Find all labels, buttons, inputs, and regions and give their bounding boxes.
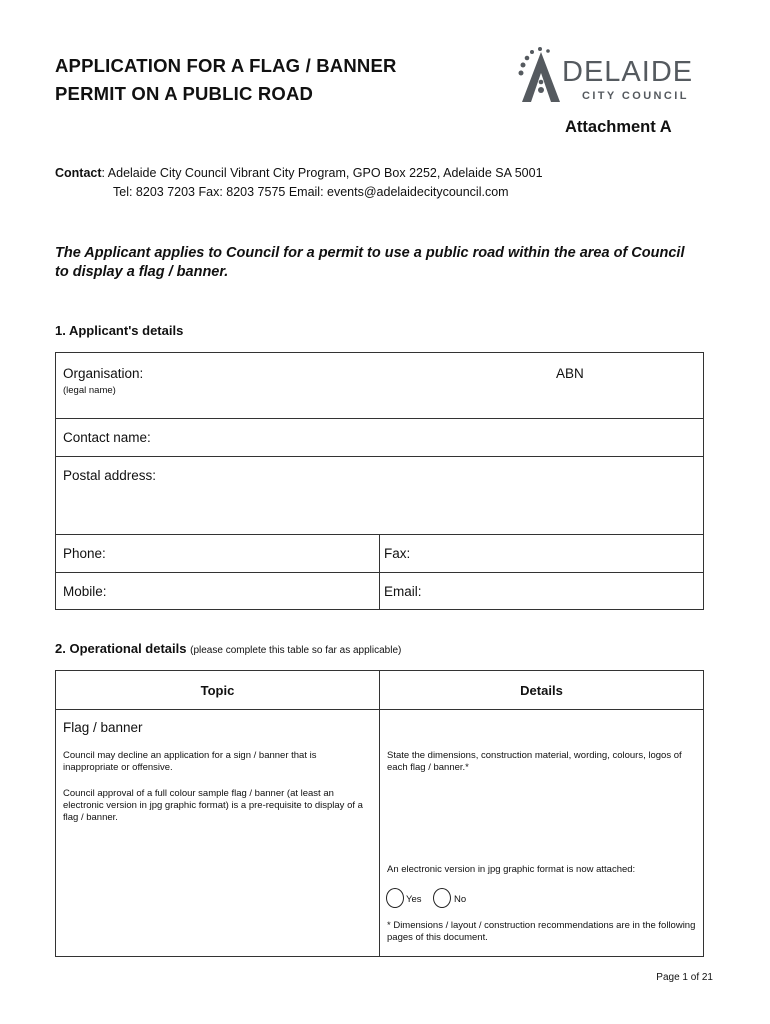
contact-label: Contact	[55, 166, 102, 180]
topic-header: Topic	[200, 683, 235, 698]
legal-name-label: (legal name)	[63, 385, 116, 396]
topic-paragraph-2: Council approval of a full colour sample flag / banner (at least an electronic version in jpg graphic format) is a pre-requisite to display of a flag / banner.	[63, 788, 363, 823]
topic-paragraph-1: Council may decline an application for a sign / banner that is inappropriate or offensive.	[63, 750, 317, 773]
contact-name-label: Contact name:	[63, 430, 151, 445]
contact-line-1: : Adelaide City Council Vibrant City Program, GPO Box 2252, Adelaide SA 5001	[101, 166, 543, 180]
email-field[interactable]	[380, 573, 703, 609]
operational-details-table	[55, 670, 704, 957]
no-radio[interactable]	[433, 888, 451, 908]
section-1-heading: 1. Applicant's details	[55, 323, 184, 338]
attachment-label: Attachment A	[565, 118, 672, 136]
postal-address-field[interactable]	[56, 457, 703, 534]
adelaide-city-council-logo	[518, 46, 713, 108]
mobile-label: Mobile:	[63, 584, 107, 599]
fax-field[interactable]	[380, 535, 703, 572]
applicant-details-table	[55, 352, 704, 610]
phone-field[interactable]	[56, 535, 379, 572]
section-2-title: 2. Operational details	[55, 641, 187, 656]
page-number: Page 1 of 21	[656, 972, 713, 983]
yes-label: Yes	[406, 894, 422, 905]
details-paragraph-2: An electronic version in jpg graphic format is now attached:	[387, 864, 636, 875]
yes-radio[interactable]	[386, 888, 404, 908]
section-2-heading	[55, 641, 401, 656]
form-title-line-2: PERMIT ON A PUBLIC ROAD	[55, 83, 314, 104]
section-2-note: (please complete this table so far as applicable)	[190, 645, 402, 656]
flag-details-field[interactable]	[380, 778, 703, 858]
logo-text-sub: CITY COUNCIL	[582, 90, 689, 102]
abn-label: ABN	[556, 366, 584, 381]
phone-label: Phone:	[63, 546, 106, 561]
mobile-field[interactable]	[56, 573, 379, 609]
fax-label: Fax:	[384, 546, 411, 561]
details-paragraph-3: * Dimensions / layout / construction recommendations are in the following pages of this document.	[387, 920, 696, 943]
form-title-line-1: APPLICATION FOR A FLAG / BANNER	[55, 55, 397, 76]
logo-text-main: DELAIDE	[562, 56, 694, 88]
organisation-field[interactable]	[56, 353, 703, 418]
contact-name-field[interactable]	[56, 419, 703, 456]
details-paragraph-1: State the dimensions, construction material, wording, colours, logos of each flag / banner.*	[387, 750, 682, 773]
organisation-label: Organisation:	[63, 366, 144, 381]
contact-line-2: Tel: 8203 7203 Fax: 8203 7575 Email: events@adelaidecitycouncil.com	[113, 185, 509, 199]
postal-address-label: Postal address:	[63, 468, 157, 483]
intro-statement: The Applicant applies to Council for a permit to use a public road within the area of Council to display a flag / banner.	[55, 245, 685, 280]
form-title	[55, 52, 397, 108]
email-label: Email:	[384, 584, 422, 599]
contact-block	[55, 164, 543, 202]
flag-banner-row-title: Flag / banner	[63, 720, 143, 735]
no-label: No	[454, 894, 467, 905]
details-header: Details	[520, 683, 563, 698]
